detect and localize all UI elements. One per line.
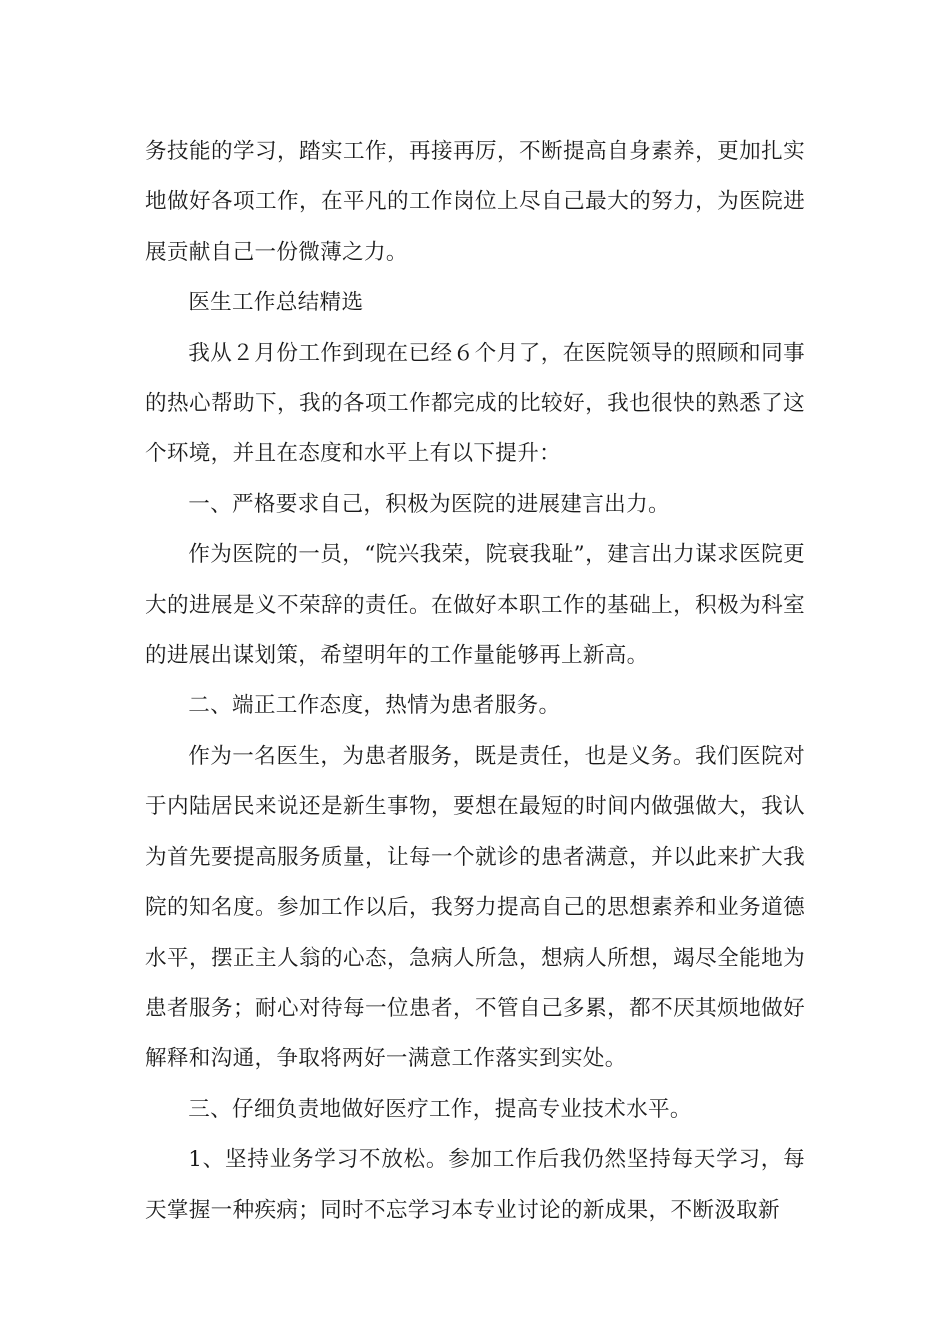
section-title: 医生工作总结精选	[188, 290, 364, 316]
heading-point-one: 一、严格要求自己，积极为医院的进展建言出力。	[188, 491, 670, 517]
paragraph-point-three-item-one: 1、坚持业务学习不放松。参加工作后我仍然坚持每天学习，每天掌握一种疾病；同时不忘学习本专业讨论的新成果，不断汲取新	[145, 1147, 805, 1223]
document-body	[145, 127, 805, 1236]
paragraph-intro: 我从２月份工作到现在已经６个月了，在医院领导的照顾和同事的热心帮助下，我的各项工作都完成的比较好，我也很快的熟悉了这个环境，并且在态度和水平上有以下提升：	[145, 340, 805, 467]
paragraph-point-one: 作为医院的一员，“院兴我荣，院衰我耻”，建言出力谋求医院更大的进展是义不荣辞的责任。在做好本职工作的基础上，积极为科室的进展出谋划策，希望明年的工作量能够再上新高。	[145, 542, 805, 669]
heading-point-three: 三、仔细负责地做好医疗工作，提高专业技术水平。	[188, 1096, 692, 1122]
paragraph-continuation: 务技能的学习，踏实工作，再接再厉，不断提高自身素养，更加扎实地做好各项工作，在平凡的工作岗位上尽自己最大的努力，为医院进展贡献自己一份微薄之力。	[145, 139, 805, 265]
paragraph-point-two: 作为一名医生，为患者服务，既是责任，也是义务。我们医院对于内陆居民来说还是新生事物，要想在最短的时间内做强做大，我认为首先要提高服务质量，让每一个就诊的患者满意，并以此来扩大我院的知名度。参加工作以后，我努力提高自己的思想素养和业务道德水平，摆正主人翁的心态，急病人所急，想病人所想，竭尽全能地为患者服务；耐心对待每一位患者，不管自己多累，都不厌其烦地做好解释和沟通，争取将两好一满意工作落实到实处。	[145, 743, 805, 1072]
heading-point-two: 二、端正工作态度，热情为患者服务。	[188, 693, 561, 719]
